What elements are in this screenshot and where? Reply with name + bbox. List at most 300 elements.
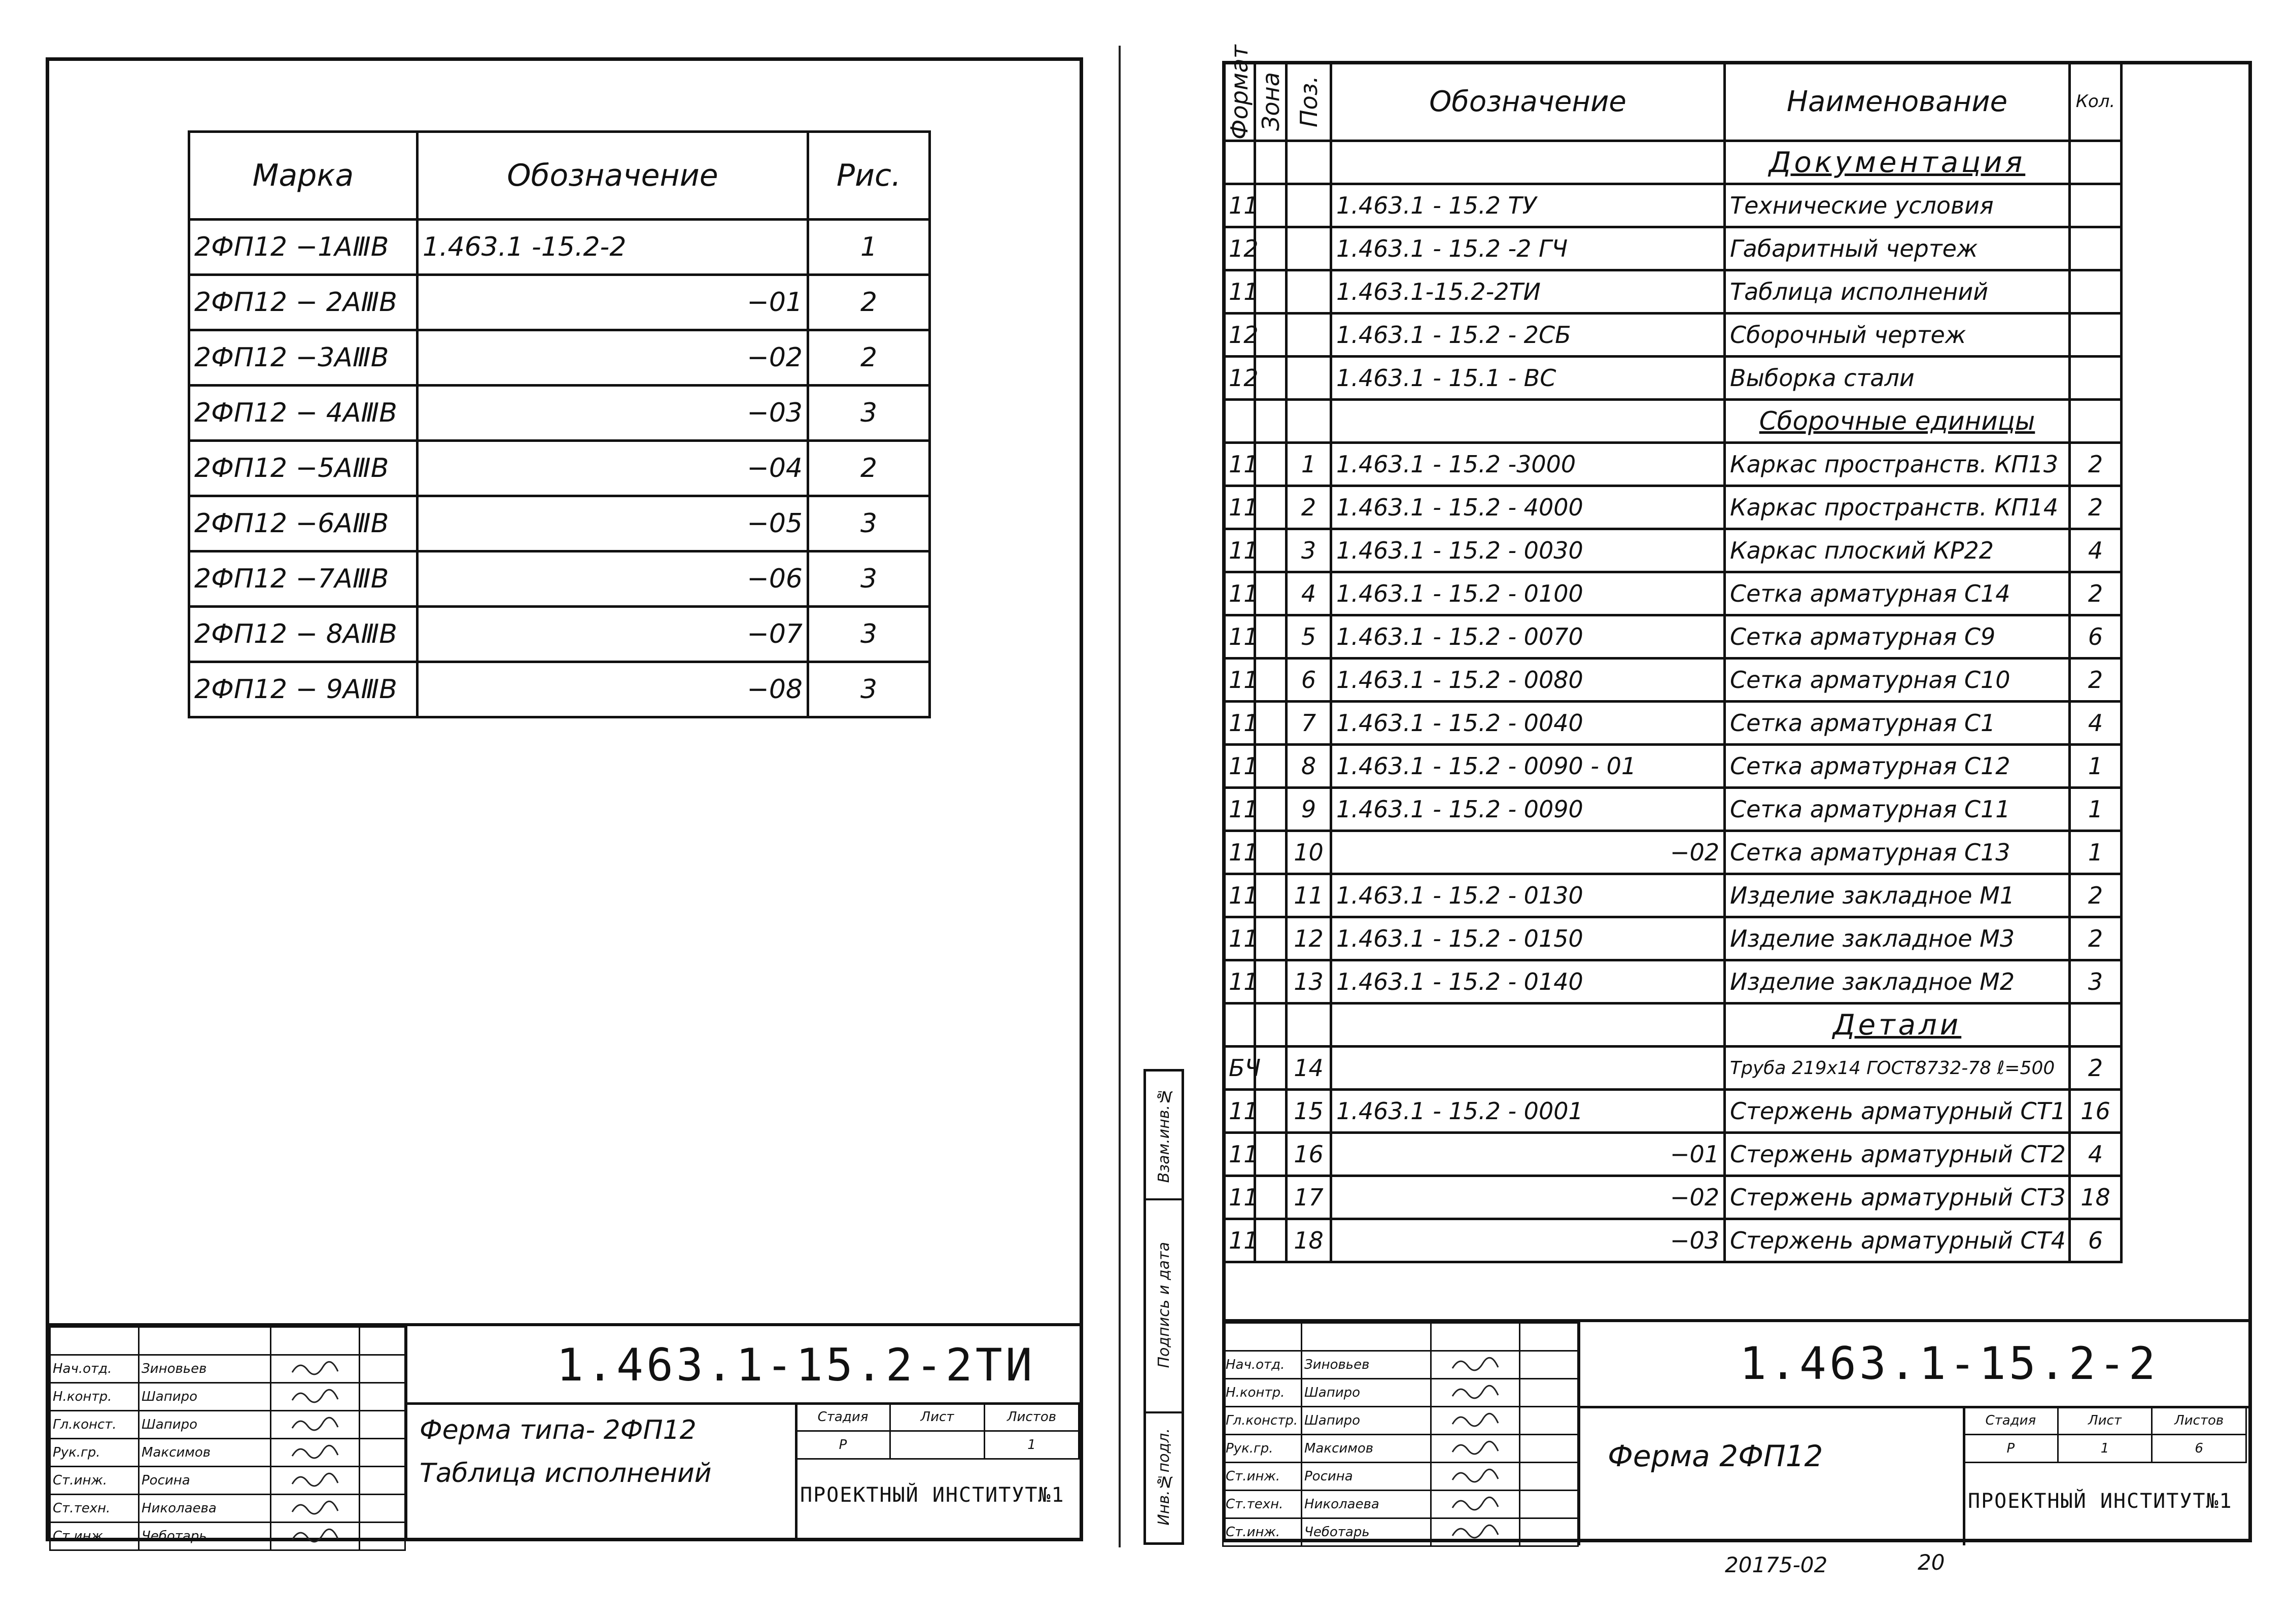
- spec-format: 12: [1224, 314, 1255, 357]
- left-title-line1: Ферма типа- 2ФП12: [420, 1415, 697, 1445]
- signer-date: [1520, 1407, 1578, 1435]
- spec-name: Габаритный чертеж: [1725, 227, 2070, 270]
- spec-qty: 4: [2070, 1133, 2122, 1176]
- spec-designation: 1.463.1 - 15.2 - 0130: [1331, 874, 1725, 917]
- spec-row: [1224, 1090, 2122, 1133]
- signer-date: [360, 1411, 405, 1439]
- fold-line: [1119, 46, 1121, 1547]
- spec-name: Стержень арматурный СТ4: [1725, 1219, 2070, 1262]
- spec-zone: [1255, 529, 1287, 572]
- spec-empty-cell: [1224, 400, 1255, 443]
- left-stage-table: [795, 1402, 1080, 1460]
- variant-mark: 2ФП12 −5АⅢВ: [189, 441, 418, 496]
- spec-pos: [1287, 184, 1331, 227]
- variant-mark: 2ФП12 − 4АⅢВ: [189, 386, 418, 441]
- spec-designation: 1.463.1 - 15.2 - 0040: [1331, 702, 1725, 745]
- spec-pos: 11: [1287, 874, 1331, 917]
- spec-format: 11: [1224, 615, 1255, 659]
- spec-designation: −01: [1331, 1133, 1725, 1176]
- spec-qty: 2: [2070, 917, 2122, 960]
- signer-empty-cell: [271, 1327, 360, 1355]
- spec-qty: 4: [2070, 529, 2122, 572]
- spec-zone: [1255, 443, 1287, 486]
- spec-format: 11: [1224, 1176, 1255, 1219]
- right-sheet-label: Лист: [2058, 1407, 2152, 1435]
- spec-zone: [1255, 960, 1287, 1004]
- spec-zone: [1255, 659, 1287, 702]
- signer-empty-cell: [360, 1327, 405, 1355]
- right-stage-label: Стадия: [1964, 1407, 2058, 1435]
- right-doc-code: 1.463.1-15.2-2: [1740, 1337, 2159, 1390]
- spec-pos: 12: [1287, 917, 1331, 960]
- variant-designation: −06: [418, 551, 808, 607]
- signer-row-empty: [1223, 1323, 1578, 1351]
- spec-name: Стержень арматурный СТ3: [1725, 1176, 2070, 1219]
- variant-mark: 2ФП12 −6АⅢВ: [189, 496, 418, 551]
- left-stage-label: Стадия: [796, 1403, 890, 1431]
- spec-pos: 7: [1287, 702, 1331, 745]
- spec-zone: [1255, 1176, 1287, 1219]
- variant-fig: 3: [808, 607, 930, 662]
- left-sheet-label: Лист: [890, 1403, 985, 1431]
- signer-signature: [1431, 1379, 1520, 1407]
- spec-format: 11: [1224, 1133, 1255, 1176]
- signer-name: Шапиро: [139, 1383, 271, 1411]
- variant-mark: 2ФП12 −3АⅢВ: [189, 330, 418, 386]
- spec-empty-cell: [1287, 141, 1331, 184]
- signer-signature: [271, 1383, 360, 1411]
- spec-format: 11: [1224, 1219, 1255, 1262]
- signer-role: Гл.конст.: [50, 1411, 139, 1439]
- spec-designation: 1.463.1 - 15.2 - 0090 - 01: [1331, 745, 1725, 788]
- signer-role: Ст.техн.: [50, 1495, 139, 1523]
- spec-qty: 6: [2070, 615, 2122, 659]
- signer-signature: [1431, 1407, 1520, 1435]
- spec-row: [1224, 184, 2122, 227]
- spec-empty-cell: [1224, 141, 1255, 184]
- spec-header-name: Наименование: [1725, 62, 2070, 141]
- spec-row: [1224, 745, 2122, 788]
- side-strip-orig-inv: Инв.№подл.: [1155, 1428, 1173, 1526]
- spec-qty: [2070, 184, 2122, 227]
- variants-row: [189, 330, 930, 386]
- signer-role: Н.контр.: [1223, 1379, 1302, 1407]
- signer-row: [50, 1383, 405, 1411]
- signer-signature: [1431, 1491, 1520, 1518]
- spec-empty-cell: [1224, 1004, 1255, 1047]
- variant-designation: −08: [418, 662, 808, 717]
- variant-fig: 3: [808, 386, 930, 441]
- variants-row: [189, 220, 930, 275]
- signer-date: [1520, 1379, 1578, 1407]
- spec-pos: 8: [1287, 745, 1331, 788]
- spec-qty: 1: [2070, 745, 2122, 788]
- spec-row: [1224, 788, 2122, 831]
- spec-zone: [1255, 917, 1287, 960]
- spec-designation: 1.463.1-15.2-2ТИ: [1331, 270, 1725, 314]
- variants-header-fig: Рис.: [808, 132, 930, 220]
- spec-row: [1224, 443, 2122, 486]
- spec-pos: [1287, 270, 1331, 314]
- signer-name: Шапиро: [1302, 1379, 1431, 1407]
- spec-designation: [1331, 1047, 1725, 1090]
- spec-designation: 1.463.1 - 15.2 - 0140: [1331, 960, 1725, 1004]
- signer-signature: [271, 1467, 360, 1495]
- spec-name: Сетка арматурная С10: [1725, 659, 2070, 702]
- spec-pos: 5: [1287, 615, 1331, 659]
- signer-signature: [271, 1523, 360, 1550]
- spec-empty-cell: [1331, 141, 1725, 184]
- right-title: Ферма 2ФП12: [1608, 1439, 1823, 1473]
- variant-designation: −04: [418, 441, 808, 496]
- signer-empty-cell: [139, 1327, 271, 1355]
- spec-format: 11: [1224, 1090, 1255, 1133]
- signer-signature: [271, 1439, 360, 1467]
- spec-row: [1224, 615, 2122, 659]
- right-signers-table: [1222, 1322, 1579, 1547]
- spec-name: Сетка арматурная С9: [1725, 615, 2070, 659]
- right-title-block: [1222, 1319, 2252, 1545]
- spec-section-title: Сборочные единицы: [1725, 400, 2070, 443]
- spec-format: 11: [1224, 831, 1255, 874]
- signer-date: [360, 1495, 405, 1523]
- signer-row: [1223, 1463, 1578, 1491]
- spec-qty: 2: [2070, 1047, 2122, 1090]
- left-sheets-value: 1: [985, 1431, 1079, 1459]
- spec-zone: [1255, 572, 1287, 615]
- spec-row: [1224, 831, 2122, 874]
- spec-empty-cell: [1255, 141, 1287, 184]
- spec-zone: [1255, 184, 1287, 227]
- spec-row: [1224, 227, 2122, 270]
- spec-empty-cell: [2070, 1004, 2122, 1047]
- spec-empty-cell: [2070, 400, 2122, 443]
- spec-qty: [2070, 227, 2122, 270]
- signer-row: [50, 1411, 405, 1439]
- spec-row: [1224, 486, 2122, 529]
- right-sheets-value: 6: [2152, 1435, 2246, 1463]
- spec-empty-cell: [1255, 1004, 1287, 1047]
- spec-designation: −02: [1331, 831, 1725, 874]
- spec-designation: 1.463.1 - 15.2 - 0070: [1331, 615, 1725, 659]
- spec-empty-cell: [1287, 400, 1331, 443]
- spec-qty: 2: [2070, 874, 2122, 917]
- spec-qty: 4: [2070, 702, 2122, 745]
- spec-qty: 2: [2070, 572, 2122, 615]
- spec-zone: [1255, 314, 1287, 357]
- spec-name: Изделие закладное М1: [1725, 874, 2070, 917]
- spec-zone: [1255, 270, 1287, 314]
- spec-name: Сетка арматурная С13: [1725, 831, 2070, 874]
- spec-zone: [1255, 615, 1287, 659]
- variant-mark: 2ФП12 − 2АⅢВ: [189, 275, 418, 330]
- signer-date: [1520, 1435, 1578, 1463]
- variants-row: [189, 551, 930, 607]
- spec-designation: −03: [1331, 1219, 1725, 1262]
- signer-name: Шапиро: [139, 1411, 271, 1439]
- spec-format: 11: [1224, 443, 1255, 486]
- variant-fig: 2: [808, 330, 930, 386]
- signer-row: [1223, 1435, 1578, 1463]
- side-strip-signature-date: Подпись и дата: [1146, 1198, 1182, 1413]
- spec-pos: 4: [1287, 572, 1331, 615]
- spec-format: 12: [1224, 227, 1255, 270]
- spec-qty: [2070, 357, 2122, 400]
- page-number: 20: [1918, 1550, 1945, 1575]
- spec-zone: [1255, 874, 1287, 917]
- spec-empty-cell: [1287, 1004, 1331, 1047]
- right-sheet-value: 1: [2058, 1435, 2152, 1463]
- right-sheets-label: Листов: [2152, 1407, 2246, 1435]
- signer-role: Ст.инж.: [1223, 1463, 1302, 1491]
- variant-designation: 1.463.1 -15.2-2: [418, 220, 808, 275]
- spec-empty-cell: [2070, 141, 2122, 184]
- signer-role: Рук.гр.: [1223, 1435, 1302, 1463]
- signer-name: Зиновьев: [1302, 1351, 1431, 1379]
- spec-designation: 1.463.1 - 15.2 - 0080: [1331, 659, 1725, 702]
- spec-pos: 13: [1287, 960, 1331, 1004]
- spec-designation: 1.463.1 - 15.2 - 0100: [1331, 572, 1725, 615]
- spec-designation: 1.463.1 - 15.2 -2 ГЧ: [1331, 227, 1725, 270]
- spec-header-zone: Зона: [1255, 62, 1287, 141]
- signer-date: [1520, 1518, 1578, 1546]
- spec-qty: 2: [2070, 486, 2122, 529]
- variant-fig: 3: [808, 662, 930, 717]
- spec-pos: 2: [1287, 486, 1331, 529]
- signer-signature: [271, 1411, 360, 1439]
- signer-row: [1223, 1407, 1578, 1435]
- spec-pos: 15: [1287, 1090, 1331, 1133]
- spec-zone: [1255, 1090, 1287, 1133]
- spec-format: 11: [1224, 184, 1255, 227]
- spec-format: 11: [1224, 917, 1255, 960]
- spec-name: Сетка арматурная С12: [1725, 745, 2070, 788]
- spec-pos: [1287, 314, 1331, 357]
- spec-name: Изделие закладное М3: [1725, 917, 2070, 960]
- spec-name: Сборочный чертеж: [1725, 314, 2070, 357]
- left-title-line2: Таблица исполнений: [420, 1458, 712, 1489]
- signer-date: [360, 1383, 405, 1411]
- signer-name: Николаева: [1302, 1491, 1431, 1518]
- variant-mark: 2ФП12 −7АⅢВ: [189, 551, 418, 607]
- variants-header-mark: Марка: [189, 132, 418, 220]
- spec-name: Каркас пространств. КП14: [1725, 486, 2070, 529]
- variants-row: [189, 441, 930, 496]
- spec-qty: [2070, 270, 2122, 314]
- spec-row: [1224, 1219, 2122, 1262]
- spec-designation: 1.463.1 - 15.2 - 0001: [1331, 1090, 1725, 1133]
- spec-zone: [1255, 227, 1287, 270]
- signer-row: [50, 1523, 405, 1550]
- left-sheets-label: Листов: [985, 1403, 1079, 1431]
- spec-zone: [1255, 702, 1287, 745]
- spec-empty-cell: [1331, 400, 1725, 443]
- spec-format: 11: [1224, 745, 1255, 788]
- spec-pos: 10: [1287, 831, 1331, 874]
- signer-name: Максимов: [139, 1439, 271, 1467]
- spec-row: [1224, 314, 2122, 357]
- right-stage-value: Р: [1964, 1435, 2058, 1463]
- signer-row: [1223, 1379, 1578, 1407]
- variants-row: [189, 496, 930, 551]
- spec-zone: [1255, 486, 1287, 529]
- spec-format: 11: [1224, 874, 1255, 917]
- spec-name: Таблица исполнений: [1725, 270, 2070, 314]
- signer-empty-cell: [1520, 1323, 1578, 1351]
- signer-role: Ст.инж.: [50, 1467, 139, 1495]
- signer-role: Рук.гр.: [50, 1439, 139, 1467]
- variant-designation: −05: [418, 496, 808, 551]
- spec-row: [1224, 572, 2122, 615]
- spec-header-designation: Обозначение: [1331, 62, 1725, 141]
- left-doc-code: 1.463.1-15.2-2ТИ: [557, 1339, 1035, 1391]
- spec-format: 11: [1224, 529, 1255, 572]
- signer-name: Зиновьев: [139, 1355, 271, 1383]
- spec-row: [1224, 702, 2122, 745]
- spec-name: Каркас пространств. КП13: [1725, 443, 2070, 486]
- spec-format: 11: [1224, 572, 1255, 615]
- spec-name: Каркас плоский КР22: [1725, 529, 2070, 572]
- spec-row: [1224, 270, 2122, 314]
- variants-row: [189, 275, 930, 330]
- spec-pos: [1287, 227, 1331, 270]
- spec-format: 11: [1224, 659, 1255, 702]
- variant-fig: 3: [808, 496, 930, 551]
- spec-name: Сетка арматурная С14: [1725, 572, 2070, 615]
- variant-fig: 3: [808, 551, 930, 607]
- left-sheet-value: [890, 1431, 985, 1459]
- spec-pos: 1: [1287, 443, 1331, 486]
- spec-header-qty: Кол.: [2070, 62, 2122, 141]
- signer-role: Гл.констр.: [1223, 1407, 1302, 1435]
- signer-name: Чеботарь: [1302, 1518, 1431, 1546]
- spec-section-row: [1224, 141, 2122, 184]
- spec-qty: 1: [2070, 788, 2122, 831]
- spec-pos: 16: [1287, 1133, 1331, 1176]
- spec-row: [1224, 917, 2122, 960]
- signer-signature: [1431, 1435, 1520, 1463]
- spec-format: 12: [1224, 357, 1255, 400]
- variant-mark: 2ФП12 − 9АⅢВ: [189, 662, 418, 717]
- spec-row: [1224, 960, 2122, 1004]
- spec-pos: 14: [1287, 1047, 1331, 1090]
- spec-pos: 18: [1287, 1219, 1331, 1262]
- signer-name: Росина: [1302, 1463, 1431, 1491]
- variants-row: [189, 386, 930, 441]
- variant-designation: −02: [418, 330, 808, 386]
- variant-fig: 2: [808, 441, 930, 496]
- signer-empty-cell: [1431, 1323, 1520, 1351]
- spec-section-title: Документация: [1725, 141, 2070, 184]
- variants-header-designation: Обозначение: [418, 132, 808, 220]
- signer-role: Нач.отд.: [50, 1355, 139, 1383]
- archive-number: 20175-02: [1725, 1552, 1828, 1577]
- spec-designation: 1.463.1 - 15.2 - 4000: [1331, 486, 1725, 529]
- spec-format: 11: [1224, 486, 1255, 529]
- signer-role: Н.контр.: [50, 1383, 139, 1411]
- spec-designation: 1.463.1 - 15.2 - 2СБ: [1331, 314, 1725, 357]
- signer-name: Максимов: [1302, 1435, 1431, 1463]
- spec-format: 11: [1224, 270, 1255, 314]
- signer-row-empty: [50, 1327, 405, 1355]
- spec-pos: 3: [1287, 529, 1331, 572]
- spec-qty: 3: [2070, 960, 2122, 1004]
- signer-empty-cell: [1223, 1323, 1302, 1351]
- spec-header-format: Формат: [1224, 62, 1255, 141]
- spec-table: [1222, 45, 2123, 1263]
- spec-pos: 6: [1287, 659, 1331, 702]
- spec-name: Стержень арматурный СТ1: [1725, 1090, 2070, 1133]
- spec-designation: 1.463.1 - 15.2 - 0030: [1331, 529, 1725, 572]
- spec-zone: [1255, 357, 1287, 400]
- spec-format: 11: [1224, 960, 1255, 1004]
- spec-pos: [1287, 357, 1331, 400]
- spec-name: Изделие закладное М2: [1725, 960, 2070, 1004]
- spec-zone: [1255, 831, 1287, 874]
- spec-row: [1224, 1176, 2122, 1219]
- variant-designation: −03: [418, 386, 808, 441]
- signer-row: [50, 1439, 405, 1467]
- variant-mark: 2ФП12 − 8АⅢВ: [189, 607, 418, 662]
- signer-row: [50, 1467, 405, 1495]
- spec-format: 11: [1224, 702, 1255, 745]
- signer-signature: [271, 1495, 360, 1523]
- signer-name: Чеботарь: [139, 1523, 271, 1550]
- signer-row: [1223, 1491, 1578, 1518]
- left-signers-table: [49, 1326, 406, 1551]
- side-strip-replace-inv: Взам.инв.№: [1146, 1072, 1182, 1200]
- spec-designation: −02: [1331, 1176, 1725, 1219]
- spec-name: Стержень арматурный СТ2: [1725, 1133, 2070, 1176]
- variant-fig: 2: [808, 275, 930, 330]
- spec-subsection-row: [1224, 400, 2122, 443]
- spec-qty: 2: [2070, 659, 2122, 702]
- spec-pos: 17: [1287, 1176, 1331, 1219]
- signer-role: Ст.инж.: [1223, 1518, 1302, 1546]
- signer-role: Ст.инж.: [50, 1523, 139, 1550]
- signer-signature: [271, 1355, 360, 1383]
- spec-name: Выборка стали: [1725, 357, 2070, 400]
- left-institute: ПРОЕКТНЫЙ ИНСТИТУТ№1: [800, 1483, 1065, 1507]
- spec-qty: 16: [2070, 1090, 2122, 1133]
- signer-date: [360, 1467, 405, 1495]
- spec-qty: 2: [2070, 443, 2122, 486]
- spec-designation: 1.463.1 - 15.2 - 0150: [1331, 917, 1725, 960]
- spec-row: [1224, 1047, 2122, 1090]
- spec-header-pos: Поз.: [1287, 62, 1331, 141]
- spec-designation: 1.463.1 - 15.2 -3000: [1331, 443, 1725, 486]
- signer-date: [1520, 1351, 1578, 1379]
- variant-mark: 2ФП12 −1АⅢВ: [189, 220, 418, 275]
- variants-row: [189, 607, 930, 662]
- spec-section-row: [1224, 1004, 2122, 1047]
- spec-zone: [1255, 1219, 1287, 1262]
- spec-empty-cell: [1255, 400, 1287, 443]
- spec-row: [1224, 357, 2122, 400]
- spec-zone: [1255, 745, 1287, 788]
- spec-qty: 18: [2070, 1176, 2122, 1219]
- signer-role: Ст.техн.: [1223, 1491, 1302, 1518]
- spec-row: [1224, 1133, 2122, 1176]
- variant-designation: −07: [418, 607, 808, 662]
- variants-table: [188, 130, 931, 718]
- signer-empty-cell: [50, 1327, 139, 1355]
- variant-fig: 1: [808, 220, 930, 275]
- variants-row: [189, 662, 930, 717]
- signer-date: [360, 1523, 405, 1550]
- signer-name: Росина: [139, 1467, 271, 1495]
- spec-empty-cell: [1331, 1004, 1725, 1047]
